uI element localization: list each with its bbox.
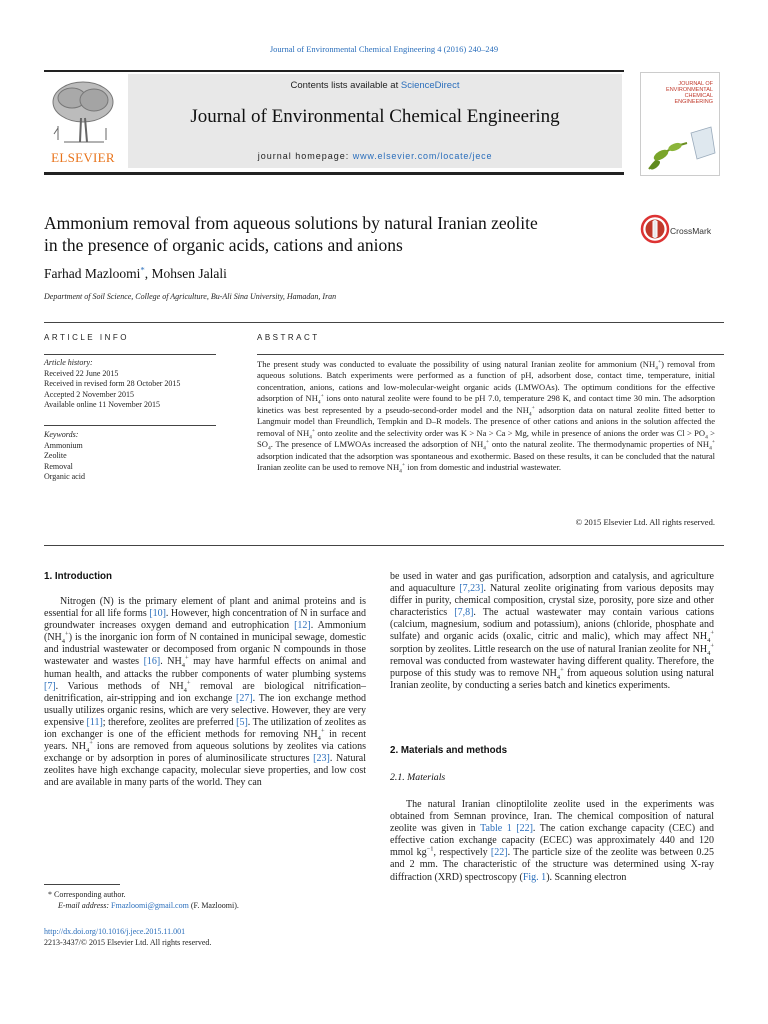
author-affiliation: Department of Soil Science, College of Agriculture, Bu-Ali Sina University, Hamadan, Iran: [44, 292, 337, 301]
reference-link[interactable]: [16]: [143, 656, 161, 668]
article-title: [44, 212, 634, 256]
reference-link[interactable]: [10]: [149, 608, 166, 620]
introduction-text: Nitrogen (N) is the primary element of plant and animal proteins and is essential for all life forms [10]. However, high concentration of N in surface and groundwater increases oxygen demand and eutrophication [12]. Ammonium $(NH_4^+)$ is the inorganic ion form of N contained in municipal sewage, domestic and industrial wastewater or decomposed from organic N compounds in those wastewater and wastes [16]. $NH_4^+$ may have harmful effects on animal and human health, and attacks the rubber components of water plumbing systems [7]. Various methods of $NH_4^+$ removal are biological nitrification–denitrification, air-stripping and ion exchange [27]. The ion exchange method usually utilizes organic resins, which are very selective. However, they are very expensive [11]; therefore, zeolites are preferred [5]. The utilization of zeolites as ion exchanger is one of the efficient methods for removing $NH_4^+$ in recent years. $NH_4^+$ ions are removed from aqueous solutions by zeolites via cations exchange or by adsorption in pores of aluminosilicate structures [23]. Natural zeolites have high exchange capacity, molecular sieve properties, and low cost and are available in many parts of the world. They can: [44, 596, 367, 789]
history-entry: Received in revised form 28 October 2015: [44, 379, 181, 389]
body-rule: [44, 545, 724, 546]
crossmark-label[interactable]: CrossMark: [670, 226, 712, 236]
abstract-heading: ABSTRACT: [257, 333, 320, 342]
history-entry: Accepted 2 November 2015: [44, 389, 134, 399]
article-history-label: Article history:: [44, 358, 93, 367]
contents-prefix: Contents lists available at: [290, 80, 401, 91]
author-list: [44, 266, 227, 282]
author-name[interactable]: , Mohsen Jalali: [144, 266, 227, 281]
masthead-bottom-rule: [44, 172, 624, 175]
elsevier-tree-logo-icon: [44, 78, 122, 148]
contents-available-line: [128, 80, 622, 91]
reference-link[interactable]: [7,23]: [459, 583, 484, 595]
doi-link[interactable]: http://dx.doi.org/10.1016/j.jece.2015.11.001: [44, 927, 186, 936]
journal-citation[interactable]: Journal of Environmental Chemical Engineering 4 (2016) 240–249: [269, 44, 499, 54]
reference-link[interactable]: [27]: [236, 692, 253, 704]
reference-link[interactable]: [11]: [86, 716, 103, 728]
keyword: Ammonium: [44, 440, 83, 450]
article-info-rule: [44, 425, 216, 426]
journal-title: Journal of Environmental Chemical Engineering: [190, 106, 560, 127]
figure-link[interactable]: Fig. 1: [522, 871, 547, 883]
author-name[interactable]: Farhad Mazloomi: [44, 266, 141, 281]
elsevier-wordmark: ELSEVIER: [51, 150, 115, 165]
issn-copyright: 2213-3437/© 2015 Elsevier Ltd. All rights reserved.: [44, 938, 212, 947]
article-title-line: in the presence of organic acids, cations and anions: [44, 235, 403, 255]
section-rule: [44, 322, 724, 323]
author-email-note: [58, 901, 239, 910]
journal-homepage-line: [128, 151, 622, 161]
corresponding-author-note: * Corresponding author.: [48, 890, 126, 899]
corresponding-author-marker[interactable]: *: [140, 264, 145, 275]
section-heading-introduction: 1. Introduction: [44, 571, 113, 582]
reference-link[interactable]: [5]: [236, 716, 248, 728]
sciencedirect-link[interactable]: ScienceDirect: [400, 80, 460, 91]
introduction-text-continued: be used in water and gas purification, adsorption and catalysis, and agriculture and aquaculture [7,23]. Natural zeolite originating from various deposits may differ in purity, chemical composition, crystal size, porosity, pore size and other characteristics [7,8]. The actual wastewater may contain various cations (calcium, magnesium, sodium and potassium), anions (chloride, phosphate and sulfate) and organic acids (oxalic, citric and malic), which may affect $NH_4^+$ sorption by zeolites. Little research on the use of natural Iranian zeolite for $NH_4^+$ removal was conducted from wastewater having different quality. Therefore, the purpose of this study was to remove $NH_4^+$ from aqueous solution using natural Iranian zeolite, by conducting a series batch and kinetics experiments.: [390, 571, 714, 691]
article-info-rule: [44, 354, 216, 355]
cover-line: JOURNAL OF: [678, 81, 713, 87]
email-label: E-mail address:: [58, 901, 110, 910]
reference-link[interactable]: [7,8]: [454, 607, 474, 619]
article-history: [44, 358, 216, 411]
keyword: Zeolite: [44, 451, 67, 461]
journal-cover-thumbnail[interactable]: [640, 72, 720, 176]
keyword: Removal: [44, 461, 73, 471]
article-title-line: Ammonium removal from aqueous solutions by natural Iranian zeolite: [44, 213, 538, 233]
cover-plant-illustration-icon: [641, 113, 720, 175]
homepage-prefix: journal homepage:: [257, 151, 353, 161]
reference-link[interactable]: [12]: [294, 620, 311, 632]
table-link[interactable]: Table 1: [480, 823, 512, 835]
history-entry: Received 22 June 2015: [44, 368, 119, 378]
history-entry: Available online 11 November 2015: [44, 400, 160, 410]
email-suffix: (F. Mazloomi).: [188, 901, 239, 910]
abstract-body: The present study was conducted to evaluate the possibility of using natural Iranian zeolite for ammonium $(NH_4^+)$ removal from aqueous solutions. Batch experiments were performed as a function of pH, adsorbent dose, contact time, temperature, initial concentration, anions, cations and low-molecular-weight organic acids (LMWOAs). The optimum conditions for the effective adsorption of $NH_4^+$ ions onto natural zeolite were found to be pH 7.0, temperature 298 K, and contact time 30 min. The adsorption kinetics was best represented by a pseudo-second-order model and the $NH_4^+$ adsorption data on natural zeolite fitted better to Langmuir model than Freundlich, Tempkin and D–R models. The presence of other cations and anions in the solution affected the removal of $NH_4^+$ onto zeolite and the selectivity order was K > Na > Ca > Mg, while in presence of anions the order was $Cl > PO_4 > SO_4$. The presence of LMWOAs increased the adsorption of $NH_4^+$ onto the natural zeolite. The thermodynamic properties of $NH_4^+$ adsorption indicated that the adsorption was spontaneous and exothermic. Based on these results, it can be concluded that the natural Iranian zeolite can be used to remove $NH_4^+$ ion from domestic and industrial wastewater.: [257, 359, 716, 475]
reference-link[interactable]: [7]: [44, 680, 56, 692]
cover-line: ENVIRONMENTAL: [666, 87, 713, 93]
footnote-rule: [44, 884, 120, 885]
article-info-heading: ARTICLE INFO: [44, 333, 129, 342]
reference-link[interactable]: [22]: [490, 847, 508, 859]
cover-line: CHEMICAL: [684, 93, 713, 99]
masthead-top-rule: [44, 70, 624, 72]
author-email-link[interactable]: Fmazloomi@gmail.com: [111, 901, 189, 910]
keywords-label: Keywords:: [44, 430, 79, 439]
cover-line: ENGINEERING: [674, 99, 713, 105]
subsection-heading-materials: 2.1. Materials: [390, 772, 446, 783]
materials-text: The natural Iranian clinoptilolite zeolite used in the experiments was obtained from Semnan province, Iran. The chemical composition of natural zeolite was given in Table 1 [22]. The cation exchange capacity (CEC) and effective cation exchange capacity (ECEC) was approximately 440 and 120 mmol $kg^{-1}$, respectively [22]. The particle size of the zeolite was between 0.25 and 2 mm. The characteristic of the structure was determined using X-ray diffraction (XRD) spectroscopy (Fig. 1). Scanning electron: [390, 799, 714, 883]
keywords-list: [44, 430, 216, 483]
homepage-link[interactable]: www.elsevier.com/locate/jece: [352, 151, 493, 161]
abstract-rule: [257, 354, 724, 355]
reference-link[interactable]: [22]: [516, 823, 533, 835]
reference-link[interactable]: [23]: [313, 753, 330, 765]
section-heading-materials-methods: 2. Materials and methods: [390, 745, 508, 756]
keyword: Organic acid: [44, 472, 85, 482]
abstract-copyright: © 2015 Elsevier Ltd. All rights reserved.: [575, 517, 715, 527]
